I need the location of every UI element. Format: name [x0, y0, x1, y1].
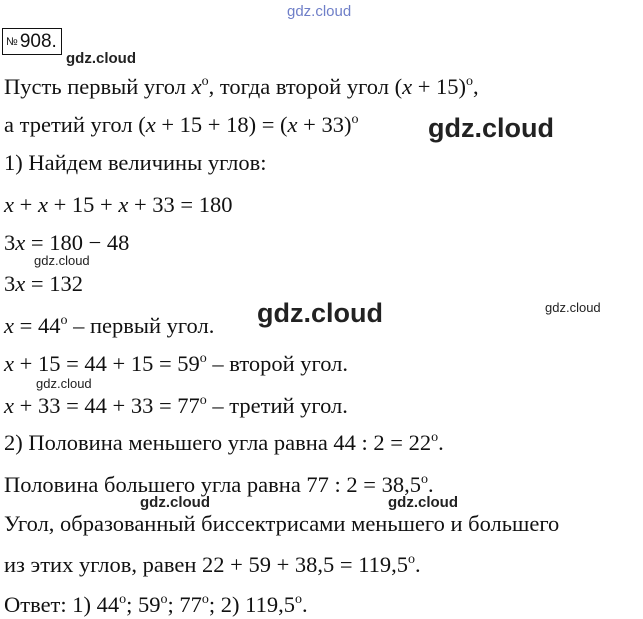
watermark: gdz.cloud: [36, 376, 92, 391]
watermark: gdz.cloud: [545, 300, 601, 315]
variable-x: x: [145, 112, 156, 137]
solution-line-10: [4, 430, 444, 456]
line-text: ,: [473, 74, 479, 99]
watermark: gdz.cloud: [428, 113, 554, 143]
number-sign: №: [6, 36, 18, 48]
watermark: gdz.cloud: [66, 50, 136, 67]
degree-sign: o: [466, 74, 473, 89]
variable-x: x: [4, 393, 14, 418]
line-text: – второй угол.: [206, 351, 349, 376]
line-text: а третий угол (: [4, 112, 146, 137]
line-text: ; 59: [126, 592, 161, 617]
line-text: .: [415, 552, 421, 577]
watermark: gdz.cloud: [34, 253, 90, 268]
degree-sign: o: [351, 112, 359, 127]
line-text: ; 2) 119,5: [208, 592, 295, 617]
degree-sign: o: [201, 592, 209, 607]
variable-x: x: [118, 192, 129, 217]
variable-x: x: [15, 230, 26, 255]
degree-sign: o: [199, 351, 207, 366]
line-text: + 15 +: [47, 192, 119, 217]
line-text: + 33 = 180: [128, 192, 233, 217]
solution-line-9: [4, 393, 348, 419]
solution-line-3: [4, 150, 267, 176]
line-text: .: [428, 472, 434, 497]
variable-x: x: [4, 351, 14, 376]
degree-sign: o: [119, 592, 127, 607]
line-text: = 44: [14, 313, 61, 338]
solution-line-6: [4, 271, 83, 297]
task-number-badge: [2, 28, 62, 55]
degree-sign: o: [201, 74, 209, 89]
line-text: +: [14, 192, 38, 217]
solution-line-8: [4, 351, 348, 377]
watermark: gdz.cloud: [140, 494, 210, 511]
degree-sign: o: [294, 592, 302, 607]
watermark: gdz.cloud: [388, 494, 458, 511]
solution-line-2: [4, 112, 358, 138]
line-text: + 15 + 18) = (: [155, 112, 288, 137]
degree-sign: o: [421, 472, 428, 487]
solution-line-4: [4, 192, 232, 218]
line-text: Угол, образованный биссектрисами меньшего и большего: [4, 511, 560, 536]
line-text: + 15 = 44 + 15 = 59: [14, 351, 200, 376]
solution-line-1: [4, 74, 479, 100]
watermark-top: gdz.cloud: [287, 3, 352, 20]
line-text: 1) Найдем величины углов:: [4, 150, 267, 175]
variable-x: x: [4, 192, 14, 217]
solution-line-13: [4, 552, 421, 578]
variable-x: x: [15, 271, 26, 296]
answer-line: [4, 592, 308, 618]
line-text: из этих углов, равен 22 + 59 + 38,5 = 119,5: [4, 552, 409, 577]
line-text: – первый угол.: [67, 313, 215, 338]
degree-sign: o: [431, 430, 439, 445]
line-text: 3: [4, 230, 16, 255]
solution-line-7: [4, 313, 214, 339]
line-text: .: [301, 592, 308, 617]
variable-x: x: [37, 192, 48, 217]
variable-x: x: [191, 74, 202, 99]
line-text: .: [438, 430, 444, 455]
degree-sign: o: [160, 592, 168, 607]
solution-line-12: [4, 511, 559, 537]
task-number: 908.: [19, 31, 57, 52]
line-text: Половина большего угла равна 77 : 2 = 38,5: [4, 472, 421, 497]
line-text: Ответ: 1) 44: [4, 592, 120, 617]
line-text: + 15): [412, 74, 466, 99]
line-text: – третий угол.: [206, 393, 348, 418]
line-text: + 33 = 44 + 33 = 77: [14, 393, 200, 418]
line-text: ; 77: [167, 592, 202, 617]
variable-x: x: [287, 112, 298, 137]
variable-x: x: [4, 313, 14, 338]
degree-sign: o: [199, 393, 207, 408]
degree-sign: o: [60, 313, 68, 328]
variable-x: x: [402, 74, 413, 99]
line-text: = 132: [25, 271, 83, 296]
line-text: + 33): [297, 112, 352, 137]
line-text: = 180 − 48: [25, 230, 130, 255]
line-text: Пусть первый угол: [4, 74, 192, 99]
solution-line-11: [4, 472, 434, 498]
watermark: gdz.cloud: [257, 298, 383, 328]
line-text: , тогда второй угол (: [208, 74, 403, 99]
line-text: 3: [4, 271, 16, 296]
line-text: 2) Половина меньшего угла равна 44 : 2 = 22: [4, 430, 432, 455]
degree-sign: o: [408, 552, 416, 567]
